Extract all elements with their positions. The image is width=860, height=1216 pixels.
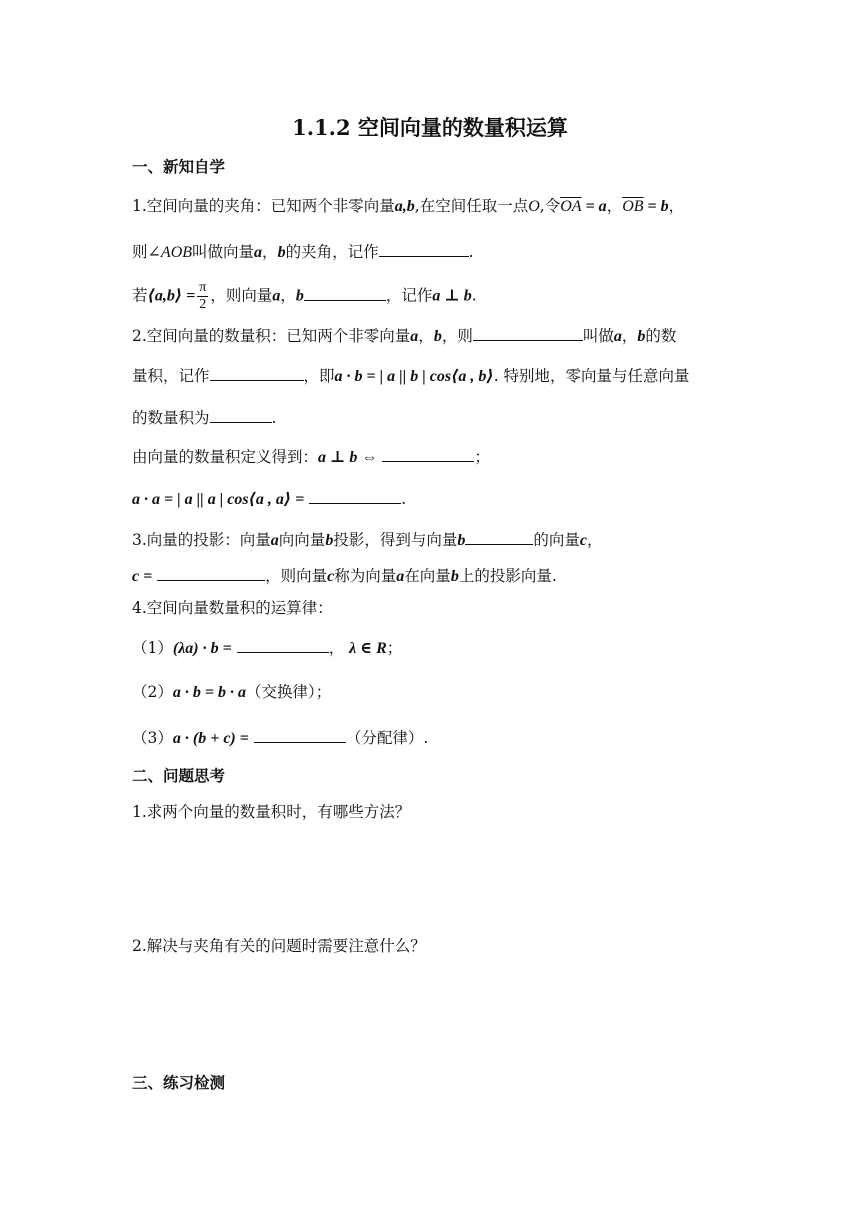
- fill-in-blank[interactable]: [465, 526, 533, 545]
- vector-OA: $\overline{OA}$: [560, 198, 582, 215]
- fill-in-blank[interactable]: [304, 282, 386, 301]
- para-3-line-2: c = ，则向量c称为向量a在向量b上的投影向量.: [132, 562, 557, 589]
- section-heading-3: 三、练习检测: [132, 1074, 226, 1092]
- para-1-line-3: 若⟨a,b⟩ = $\frac{\pi}{2}$ ，则向量a，b ，记作a ⊥ b.: [132, 280, 477, 312]
- fill-in-blank[interactable]: [379, 238, 469, 257]
- para-3-line-1: 3.向量的投影：向量a向向量b投影，得到与向量b 的向量c，: [132, 526, 602, 553]
- fill-in-blank[interactable]: [210, 404, 272, 423]
- para-2-line-5: a · a = | a || a | cos⟨a , a⟩ = .: [132, 485, 406, 512]
- law-1: （1）(λa) · b = ， λ ∈ R；: [132, 634, 402, 661]
- law-3: （3）a · (b + c) = （分配律）.: [132, 724, 428, 751]
- law-2: （2）a · b = b · a（交换律）；: [132, 683, 332, 701]
- para-2-line-4: 由向量的数量积定义得到：a ⊥ b ⇔ ；: [132, 443, 490, 470]
- para-4-heading: 4.空间向量数量积的运算律：: [132, 599, 333, 617]
- para-1-line-1: 1.空间向量的夹角：已知两个非零向量a,b,在空间任取一点O,令$\overline{OA} = a$，$\overline{OB} = b$，: [132, 197, 685, 215]
- para-1-line-2: 则∠AOB叫做向量a，b的夹角，记作 .: [132, 238, 474, 265]
- fill-in-blank[interactable]: [157, 562, 265, 581]
- fill-in-blank[interactable]: [254, 724, 346, 743]
- fraction-pi-over-2: $\frac{\pi}{2}$: [199, 280, 207, 312]
- question-2: 2.解决与夹角有关的问题时需要注意什么？: [132, 937, 426, 955]
- para-2-line-1: 2.空间向量的数量积：已知两个非零向量a，b，则 叫做a，b的数: [132, 322, 676, 349]
- para-2-line-2: 量积，记作 ，即a · b = | a || b | cos⟨a , b⟩. 特别地，零向量与任意向量: [132, 362, 690, 389]
- fill-in-blank[interactable]: [237, 634, 329, 653]
- section-heading-1: 一、新知自学: [132, 158, 226, 176]
- para-2-line-3: 的数量积为 .: [132, 404, 276, 430]
- page-title: 1.1.2 空间向量的数量积运算: [292, 115, 568, 140]
- fill-in-blank[interactable]: [309, 485, 401, 504]
- question-1: 1.求两个向量的数量积时，有哪些方法？: [132, 803, 411, 821]
- section-heading-2: 二、问题思考: [132, 767, 226, 785]
- vector-OB: $\overline{OB}$: [622, 198, 644, 215]
- fill-in-blank[interactable]: [210, 362, 304, 381]
- fill-in-blank[interactable]: [473, 322, 583, 341]
- fill-in-blank[interactable]: [382, 443, 474, 462]
